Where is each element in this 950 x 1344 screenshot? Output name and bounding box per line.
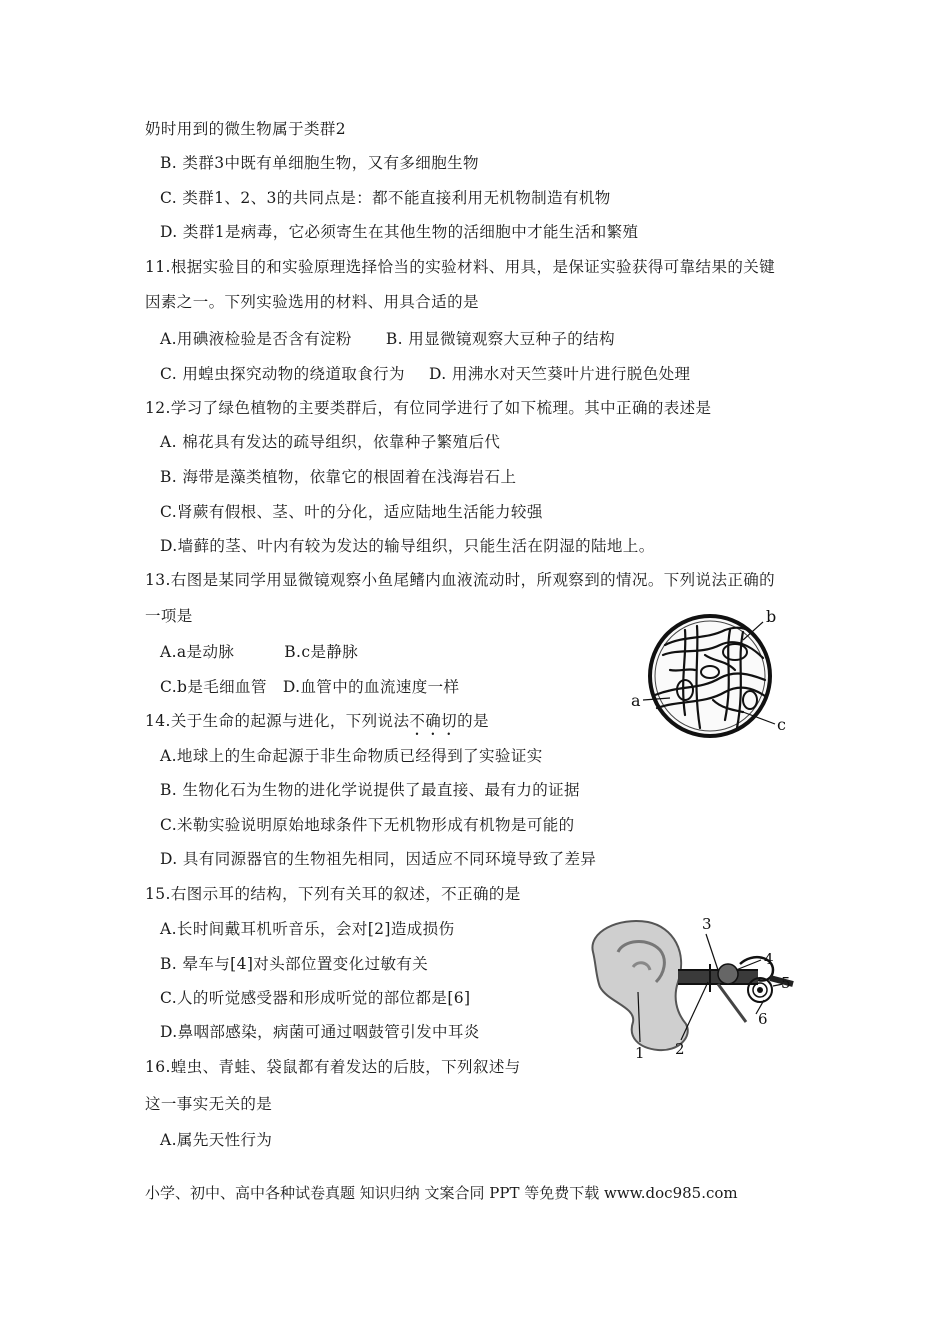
option-c: C.肾蕨有假根、茎、叶的分化，适应陆地生活能力较强	[160, 503, 543, 521]
option-a: A.地球上的生命起源于非生命物质已经得到了实验证实	[160, 747, 543, 765]
label-a: a	[631, 691, 641, 710]
question-13-stem: 13.右图是某同学用显微镜观察小鱼尾鳍内血液流动时，所观察到的情况。下列说法正确的	[145, 571, 776, 589]
label-3: 3	[702, 915, 712, 933]
option-d: D. 类群1是病毒，它必须寄生在其他生物的活细胞中才能生活和繁殖	[160, 223, 639, 241]
question-16-stem-cont: 这一事实无关的是	[145, 1095, 273, 1113]
ear-structure-figure	[578, 912, 810, 1072]
label-4: 4	[764, 950, 774, 968]
option-d: D. 具有同源器官的生物祖先相同，因适应不同环境导致了差异	[160, 850, 597, 868]
label-c: c	[777, 715, 786, 734]
option-a: A.长时间戴耳机听音乐，会对[2]造成损伤	[160, 920, 455, 938]
option-d: D.墙藓的茎、叶内有较为发达的输导组织，只能生活在阴湿的陆地上。	[160, 537, 655, 555]
option-b: B. 生物化石为生物的进化学说提供了最直接、最有力的证据	[160, 781, 580, 799]
label-6: 6	[758, 1010, 768, 1028]
label-5: 5	[781, 974, 791, 992]
question-13-options-cd	[160, 677, 459, 697]
option-c: C.米勒实验说明原始地球条件下无机物形成有机物是可能的	[160, 816, 575, 834]
question-16-stem: 16.蝗虫、青蛙、袋鼠都有着发达的后肢，下列叙述与	[145, 1058, 521, 1076]
fish-tail-microscope-figure	[625, 600, 815, 750]
option-c: C. 类群1、2、3的共同点是：都不能直接利用无机物制造有机物	[160, 189, 611, 207]
question-11-stem-cont: 因素之一。下列实验选用的材料、用具合适的是	[145, 293, 479, 311]
question-14-stem	[145, 711, 489, 739]
option-d: D.鼻咽部感染，病菌可通过咽鼓管引发中耳炎	[160, 1023, 480, 1041]
label-2: 2	[675, 1040, 685, 1058]
stem-text: 14.关于生命的起源与进化，下列说法	[145, 712, 410, 730]
option-a: A.a是动脉	[160, 643, 235, 661]
question-11-options-ab	[160, 329, 615, 349]
page-footer: 小学、初中、高中各种试卷真题 知识归纳 文案合同 PPT 等免费下载 www.doc985.com	[145, 1184, 738, 1202]
stem-text-end: 的是	[457, 712, 489, 730]
option-c: C.b是毛细血管	[160, 678, 267, 696]
option-b: B. 用显微镜观察大豆种子的结构	[385, 330, 615, 348]
option-d: D.血管中的血流速度一样	[282, 678, 460, 696]
option-b: B.c是静脉	[284, 643, 359, 661]
label-1: 1	[635, 1044, 645, 1062]
question-11-options-cd	[160, 364, 690, 384]
question-15-stem: 15.右图示耳的结构，下列有关耳的叙述，不正确的是	[145, 885, 521, 903]
option-c: C.人的听觉感受器和形成听觉的部位都是[6]	[160, 989, 471, 1007]
option-a: A.属先天性行为	[160, 1131, 273, 1149]
question-13-options-ab	[160, 642, 358, 662]
option-a: A. 棉花具有发达的疏导组织，依靠种子繁殖后代	[160, 433, 501, 451]
question-11-stem: 11.根据实验目的和实验原理选择恰当的实验材料、用具，是保证实验获得可靠结果的关键	[145, 258, 776, 276]
option-b: B. 晕车与[4]对头部位置变化过敏有关	[160, 955, 429, 973]
option-a: A.用碘液检验是否含有淀粉	[160, 330, 352, 348]
option-b: B. 海带是藻类植物，依靠它的根固着在浅海岩石上	[160, 468, 517, 486]
question-12-stem: 12.学习了绿色植物的主要类群后，有位同学进行了如下梳理。其中正确的表述是	[145, 399, 712, 417]
emphasized-text: 不确切	[409, 712, 458, 730]
option-c: C. 用蝗虫探究动物的绕道取食行为	[160, 365, 405, 383]
label-b: b	[766, 607, 777, 626]
option-d: D. 用沸水对天竺葵叶片进行脱色处理	[428, 365, 691, 383]
text-line: 奶时用到的微生物属于类群2	[145, 120, 347, 138]
question-13-stem-cont: 一项是	[145, 607, 193, 625]
option-b: B. 类群3中既有单细胞生物，又有多细胞生物	[160, 154, 479, 172]
